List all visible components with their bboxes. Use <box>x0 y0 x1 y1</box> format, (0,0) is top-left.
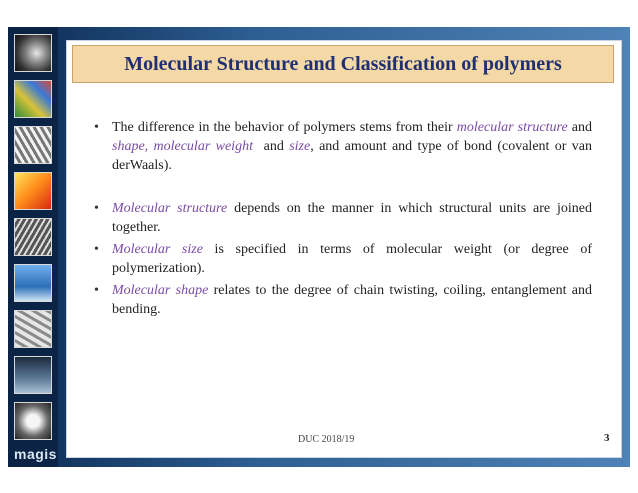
bullet-highlight: size <box>289 139 311 154</box>
bullet-item <box>94 199 592 237</box>
magis-logo: magis <box>14 446 57 462</box>
heat-cube-image <box>14 172 52 210</box>
title-bar <box>72 45 614 83</box>
bullet-highlight: Molecular size <box>112 242 203 257</box>
bullet-highlight: Molecular shape <box>112 283 209 298</box>
bullet-text: The difference in the behavior of polymers stems from their <box>112 120 457 135</box>
color-microstructure-image <box>14 80 52 118</box>
lamellar-texture-image <box>14 218 52 256</box>
turbine-blade-image <box>14 34 52 72</box>
bullet-text: relates to the degree of chain twisting, coiling, entanglement and bending. <box>112 283 593 317</box>
page-number: 3 <box>604 432 610 444</box>
bullet-highlight: shape, molecular weight <box>112 139 253 154</box>
wind-turbine-image <box>14 356 52 394</box>
slide-title: Molecular Structure and Classification of polymers <box>124 52 562 75</box>
bullet-text: and <box>567 120 592 135</box>
bullet-item <box>94 240 592 278</box>
bullet-text: , and amount and type of bond (covalent or van derWaals). <box>112 139 592 173</box>
airplane-image <box>14 264 52 302</box>
footer-text: DUC 2018/19 <box>298 434 355 445</box>
bullet-highlight: Molecular structure <box>112 201 228 216</box>
bullet-item <box>94 118 592 175</box>
bullet-list <box>94 118 592 319</box>
bullet-text: and <box>252 139 290 154</box>
bullet-text: depends on the manner in which structural units are joined together. <box>112 201 592 235</box>
bullet-highlight: molecular structure <box>456 120 568 135</box>
surface-texture-image <box>14 310 52 348</box>
bullet-item <box>94 281 592 319</box>
particle-texture-image <box>14 402 52 440</box>
bullet-text: is specified in terms of molecular weight (or degree of polymerization). <box>112 242 592 276</box>
fiber-texture-image <box>14 126 52 164</box>
